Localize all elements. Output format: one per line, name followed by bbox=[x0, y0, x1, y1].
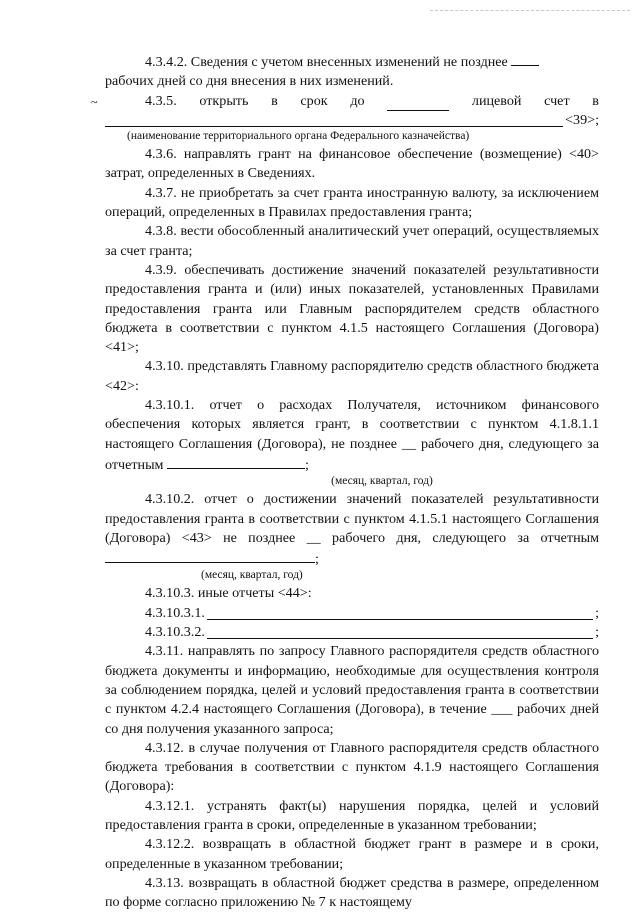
paragraph-4-3-5 bbox=[91, 92, 599, 144]
scan-edge-line bbox=[430, 10, 630, 11]
paragraph-number: 4.3.5. bbox=[145, 92, 177, 109]
footnote-ref: <39>; bbox=[565, 111, 599, 128]
blank-line bbox=[207, 605, 593, 620]
punctuation: ; bbox=[595, 624, 599, 641]
blank-line bbox=[207, 624, 593, 639]
field-caption: (наименование территориального органа Федерального казначейства) bbox=[127, 130, 470, 143]
document-body bbox=[91, 51, 599, 912]
paragraph-4-3-10-3-1 bbox=[105, 604, 599, 623]
paragraph-4-3-13: 4.3.13. возвращать в областной бюджет средства в размере, определенном по форме согласно приложению № 7 к настоящему bbox=[105, 874, 599, 911]
punctuation: ; bbox=[305, 456, 309, 473]
field-caption: (месяц, квартал, год) bbox=[201, 569, 303, 582]
paragraph-4-3-10-1 bbox=[105, 396, 599, 475]
paragraph-4-3-8: 4.3.8. вести обособленный аналитический учет операций, осуществляемых за счет гранта; bbox=[105, 223, 599, 259]
punctuation: ; bbox=[315, 551, 319, 568]
paragraph-4-3-11: 4.3.11. направлять по запросу Главного распорядителя средств областного бюджета документы и информацию, необходимые для осуществления контроля за соблюдением порядка, целей и условий предоставления гранта в соответствии с пунктом 4.2.4 настоящего Соглашения (Договора), в течение ___ рабочих дней со дня получения указанного запроса; bbox=[105, 643, 599, 737]
paragraph-text: 4.3.10.2. отчет о достижении значений показателей результативности предоставления гранта в соответствии с пунктом 4.1.5.1 настоящего Соглашения (Договора) <43> не позднее __ рабочего дня, следующего за отчетным bbox=[105, 491, 599, 546]
blank-line-row bbox=[105, 111, 599, 130]
paragraph-4-3-12: 4.3.12. в случае получения от Главного распорядителя средств областного бюджета требования в соответствии с пунктом 4.1.9 настоящего Соглашения (Договора): bbox=[105, 739, 599, 795]
blank-line bbox=[105, 112, 563, 127]
paragraph-4-3-10-3: 4.3.10.3. иные отчеты <44>: bbox=[145, 585, 312, 602]
paragraph-4-3-7: 4.3.7. не приобретать за счет гранта иностранную валюту, за исключением операций, определенных в Правилах предоставления гранта; bbox=[105, 184, 599, 221]
blank-field bbox=[167, 454, 305, 469]
paragraph-number: 4.3.10.3.2. bbox=[145, 624, 205, 641]
paragraph-word: в bbox=[592, 92, 599, 109]
paragraph-4-3-10-3-2 bbox=[105, 623, 599, 642]
paragraph-4-3-6: 4.3.6. направлять грант на финансовое обеспечение (возмещение) <40> затрат, определенных в Сведениях. bbox=[105, 146, 599, 182]
paragraph-word: счет bbox=[544, 92, 570, 109]
paragraph-number: 4.3.10.3.1. bbox=[145, 604, 205, 621]
blank-field bbox=[387, 96, 449, 111]
paragraph-4-3-10-2 bbox=[105, 490, 599, 569]
paragraph-word: в bbox=[271, 92, 278, 109]
punctuation: ; bbox=[595, 604, 599, 621]
paragraph-text: 4.3.10.1. отчет о расходах Получателя, источником финансового обеспечения которых является грант, в соответствии с пунктом 4.1.8.1.1 настоящего Соглашения (Договора), не позднее __ рабочего дня, следующего за отчетным bbox=[105, 397, 599, 473]
paragraph-4-3-4-2 bbox=[105, 51, 599, 92]
blank-field bbox=[511, 51, 539, 66]
paragraph-4-3-12-1: 4.3.12.1. устранять факт(ы) нарушения порядка, целей и условий предоставления гранта в сроки, определенные в указанном требовании; bbox=[105, 797, 599, 833]
paragraph-text: 4.3.4.2. Сведения с учетом внесенных изменений не позднее bbox=[145, 54, 508, 70]
paragraph-4-3-12-2: 4.3.12.2. возвращать в областной бюджет грант в размере и в сроки, определенные в указанном требовании; bbox=[105, 836, 599, 872]
paragraph-4-3-10: 4.3.10. представлять Главному распорядителю средств областного бюджета <42>: bbox=[105, 358, 599, 394]
paragraph-4-3-9: 4.3.9. обеспечивать достижение значений показателей результативности предоставления гранта и (или) иных показателей, установленных Правилами предоставления гранта или Главным распорядителем средств областного бюджета в соответствии с пунктом 4.1.5 настоящего Соглашения (Договора) <41>; bbox=[105, 261, 599, 356]
paragraph-word: лицевой bbox=[471, 92, 522, 109]
paragraph-word: до bbox=[350, 92, 365, 109]
paragraph-word: срок bbox=[300, 92, 328, 109]
blank-field bbox=[105, 548, 315, 563]
field-caption: (месяц, квартал, год) bbox=[331, 475, 433, 488]
handwritten-mark: ~ bbox=[91, 94, 98, 109]
paragraph-text: рабочих дней со дня внесения в них изменений. bbox=[105, 73, 394, 90]
paragraph-word: открыть bbox=[199, 92, 249, 109]
